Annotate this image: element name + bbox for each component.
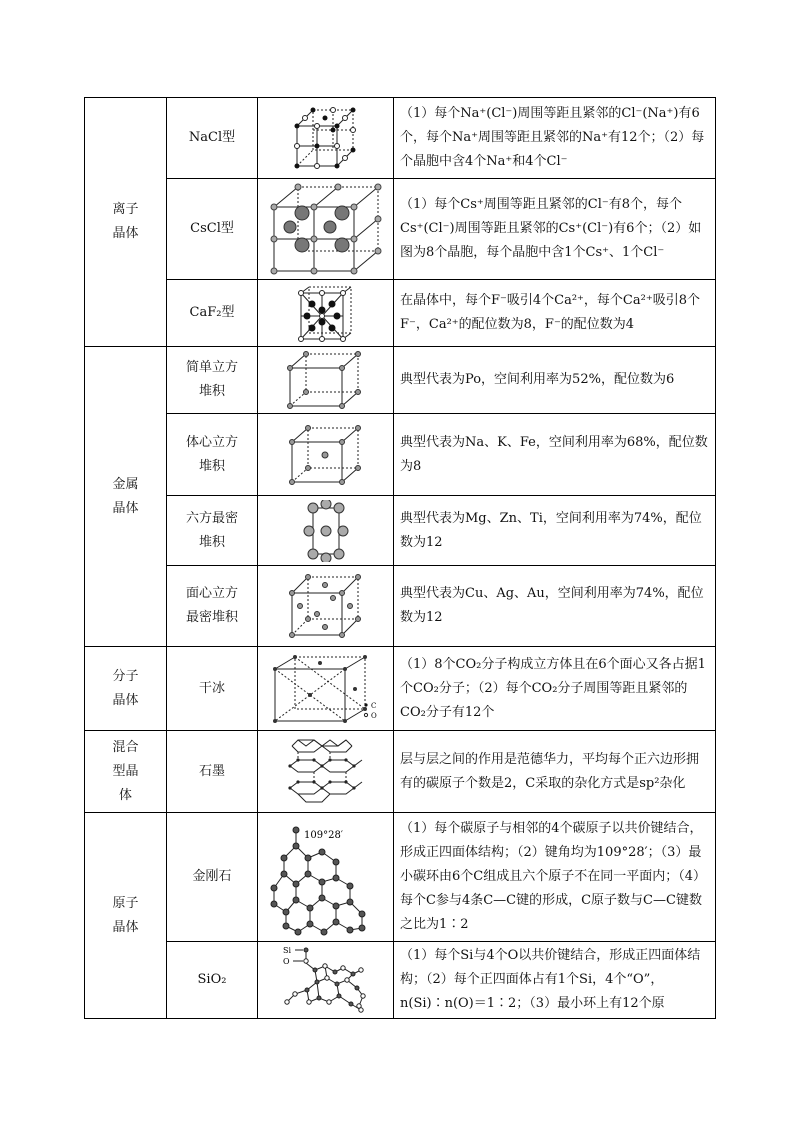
figure-graphite [258,731,394,813]
table-row [85,942,716,1019]
crystal-structure-table [84,97,716,1019]
figure-bcc [258,414,394,496]
hexagonal-close-packed-icon [303,500,349,562]
desc-nacl: （1）每个Na⁺(Cl⁻)周围等距且紧邻的Cl⁻(Na⁺)有6个，每个Na⁺周围等距且紧邻的Na⁺有12个；（2）每个晶胞中含4个Na⁺和4个Cl⁻ [394,98,716,179]
figure-diamond [258,813,394,942]
type-diamond: 金刚石 [167,813,258,942]
figure-fcc [258,566,394,647]
figure-sio2 [258,942,394,1019]
table-row [85,731,716,813]
desc-cscl: （1）每个Cs⁺周围等距且紧邻的Cl⁻有8个，每个Cs⁺(Cl⁻)周围等距且紧邻的Cs⁺(Cl⁻)有6个；（2）如图为8个晶胞，每个晶胞中含1个Cs⁺、1个Cl⁻ [394,179,716,280]
type-caf2: CaF₂型 [167,280,258,347]
type-nacl: NaCl型 [167,98,258,179]
table-row [85,280,716,347]
desc-diamond: （1）每个碳原子与相邻的4个碳原子以共价键结合，形成正四面体结构；（2）键角均为109°28′；（3）最小碳环由6个C组成且六个原子不在同一平面内；（4）每个C参与4条C—C键的形成，C原子数与C—C键数之比为1∶2 [394,813,716,942]
type-simple-cubic: 简单立方堆积 [167,347,258,414]
caf2-structure-icon [297,283,355,343]
table-row [85,496,716,566]
table-row [85,98,716,179]
table-row [85,414,716,496]
graphite-layers-icon [286,736,366,808]
sio2-structure-icon [281,944,371,1016]
figure-caf2 [258,280,394,347]
carbon-label: C [370,701,376,710]
table-row [85,566,716,647]
table-row [85,813,716,942]
desc-caf2: 在晶体中，每个F⁻吸引4个Ca²⁺，每个Ca²⁺吸引8个F⁻，Ca²⁺的配位数为8，F⁻的配位数为4 [394,280,716,347]
bond-angle-label: 109°28′ [303,830,343,841]
figure-hcp [258,496,394,566]
desc-graphite: 层与层之间的作用是范德华力，平均每个正六边形拥有的碳原子个数是2，C采取的杂化方式是sp²杂化 [394,731,716,813]
body-centered-cubic-icon [288,424,364,486]
diamond-structure-icon [266,818,386,936]
table-row [85,347,716,414]
figure-nacl [258,98,394,179]
nacl-structure-icon [291,104,361,172]
table-row [85,647,716,731]
desc-bcc: 典型代表为Na、K、Fe，空间利用率为68%，配位数为8 [394,414,716,496]
figure-simple-cubic [258,347,394,414]
category-atomic: 原子晶体 [85,813,167,1019]
type-graphite: 石墨 [167,731,258,813]
oxygen-label: O [370,711,377,720]
figure-dry-ice [258,647,394,731]
type-fcc: 面心立方最密堆积 [167,566,258,647]
category-ionic: 离子晶体 [85,98,167,347]
table-row [85,179,716,280]
desc-dry-ice: （1）8个CO₂分子构成立方体且在6个面心又各占据1个CO₂分子；（2）每个CO₂分子周围等距且紧邻的CO₂分子有12个 [394,647,716,731]
desc-sio2: （1）每个Si与4个O以共价键结合，形成正四面体结构；（2）每个正四面体占有1个Si，4个“O”，n(Si)∶n(O)＝1∶2；（3）最小环上有12个原 [394,942,716,1019]
type-cscl: CsCl型 [167,179,258,280]
figure-cscl [258,179,394,280]
type-dry-ice: 干冰 [167,647,258,731]
cscl-structure-icon [268,183,384,275]
oxygen-atom-label: O [282,957,290,966]
desc-simple-cubic: 典型代表为Po，空间利用率为52%，配位数为6 [394,347,716,414]
category-molecular: 分子晶体 [85,647,167,731]
face-centered-cubic-icon [288,573,364,639]
silicon-label: Si [282,946,291,955]
category-metal: 金属晶体 [85,347,167,647]
type-hcp: 六方最密堆积 [167,496,258,566]
simple-cubic-icon [286,350,366,410]
type-sio2: SiO₂ [167,942,258,1019]
dry-ice-structure-icon [271,653,381,725]
desc-hcp: 典型代表为Mg、Zn、Ti，空间利用率为74%，配位数为12 [394,496,716,566]
desc-fcc: 典型代表为Cu、Ag、Au，空间利用率为74%，配位数为12 [394,566,716,647]
type-bcc: 体心立方堆积 [167,414,258,496]
category-mixed: 混合型晶体 [85,731,167,813]
